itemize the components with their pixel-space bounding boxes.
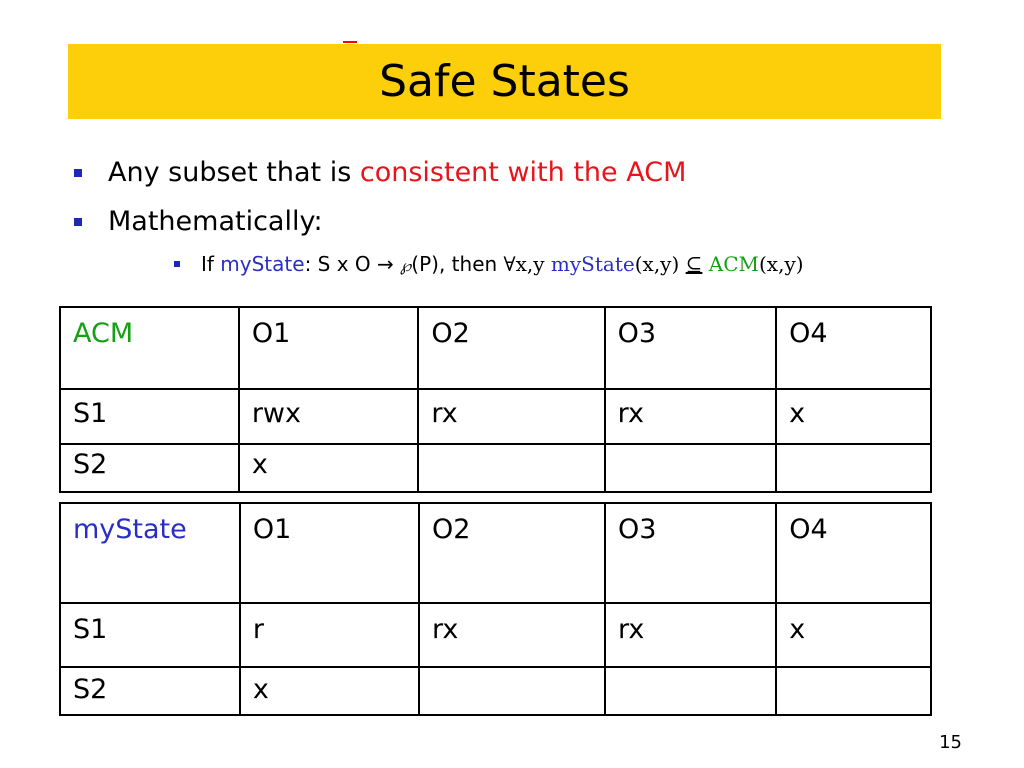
table-row (60, 389, 931, 444)
table-cell: r (240, 603, 419, 667)
table-cell: x (240, 667, 419, 715)
table-cell: O3 (605, 307, 777, 389)
table-cell: S2 (60, 667, 240, 715)
bullet-emphasis: consistent with the ACM (359, 157, 687, 188)
table-cell: ACM (60, 307, 239, 389)
table-cell: S1 (60, 389, 239, 444)
page-number: 15 (939, 732, 962, 753)
bullet-consistent (108, 156, 686, 190)
bullet-square-icon (74, 218, 82, 226)
table-cell: O3 (605, 503, 776, 603)
acm-table (59, 306, 932, 493)
table-cell: rx (418, 389, 604, 444)
formula-middle: : S x O (304, 252, 378, 276)
table-cell: S2 (60, 444, 239, 492)
table-cell: myState (60, 503, 240, 603)
table-cell (419, 667, 605, 715)
table-cell: x (776, 389, 931, 444)
table-header-row (60, 307, 931, 389)
table-cell: O2 (419, 503, 605, 603)
bullet-text: Any subset that is (108, 157, 360, 188)
table-row (60, 444, 931, 492)
sub-bullet-square-icon (174, 261, 180, 267)
table-cell (776, 444, 931, 492)
table-row (60, 603, 931, 667)
formula-if: If (201, 252, 221, 276)
arrow-icon: → (377, 252, 394, 276)
power-set-icon: ℘ (400, 256, 412, 275)
table-cell (418, 444, 604, 492)
table-cell: O1 (240, 503, 419, 603)
table-cell: x (239, 444, 419, 492)
formula-acm: ACM (708, 252, 759, 276)
formula-xy-2: (x,y) (759, 252, 804, 276)
title-bar (68, 44, 941, 119)
bullet-square-icon (74, 169, 82, 177)
formula-mystate: myState (220, 252, 305, 276)
formula-p: (P), then (411, 252, 504, 276)
table-cell: rwx (239, 389, 419, 444)
slide-title: Safe States (379, 56, 630, 107)
table-cell: S1 (60, 603, 240, 667)
table-cell (605, 444, 777, 492)
table-header-row (60, 503, 931, 603)
bullet-text: Mathematically: (108, 206, 323, 237)
table-row (60, 667, 931, 715)
table-cell (776, 667, 931, 715)
table-cell: rx (605, 603, 776, 667)
formula-forall: ∀x,y (503, 252, 551, 276)
table-cell: O1 (239, 307, 419, 389)
table-cell: rx (605, 389, 777, 444)
red-accent-mark (343, 41, 357, 43)
bullet-mathematically (108, 205, 323, 239)
sub-bullet-formula (201, 250, 804, 280)
table-cell: O2 (418, 307, 604, 389)
table-cell: rx (419, 603, 605, 667)
table-cell: O4 (776, 307, 931, 389)
subset-icon: ⊆ (685, 252, 703, 276)
table-cell: x (776, 603, 931, 667)
formula-xy-1: (x,y) (634, 252, 686, 276)
formula-mystate-2: myState (550, 252, 635, 276)
table-cell (605, 667, 776, 715)
table-cell: O4 (776, 503, 931, 603)
mystate-table (59, 502, 932, 716)
